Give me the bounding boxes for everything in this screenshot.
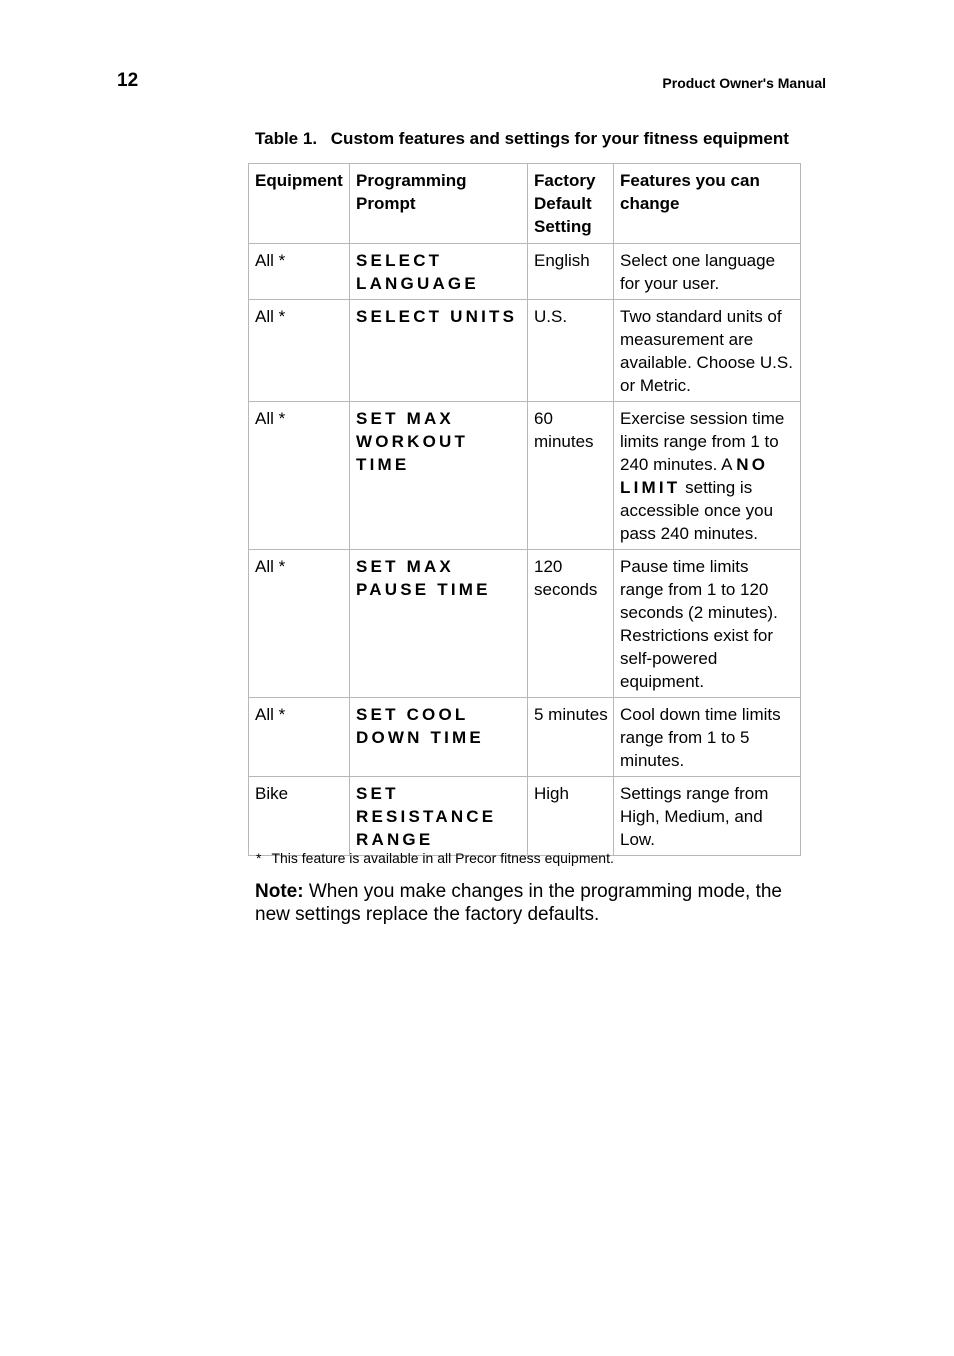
note-paragraph [255, 880, 795, 926]
cell-features [614, 402, 801, 550]
table-row [249, 777, 801, 856]
features-text: setting is accessible once you pass 240 minutes. [620, 478, 774, 543]
cell-features: Select one language for your user. [614, 244, 801, 300]
cell-features: Pause time limits range from 1 to 120 seconds (2 minutes). Restrictions exist for self-powered equipment. [614, 550, 801, 698]
cell-prompt [350, 777, 528, 856]
table-header-row [249, 164, 801, 244]
cell-features: Settings range from High, Medium, and Low. [614, 777, 801, 856]
table-caption [255, 129, 789, 149]
cell-default: 120 seconds [528, 550, 614, 698]
cell-prompt [350, 402, 528, 550]
cell-equipment: All * [249, 300, 350, 402]
programming-prompt: SELECT LANGUAGE [356, 251, 479, 293]
cell-equipment: All * [249, 550, 350, 698]
table-row [249, 402, 801, 550]
cell-prompt [350, 300, 528, 402]
table-row [249, 550, 801, 698]
cell-prompt [350, 698, 528, 777]
column-header-prompt: Programming Prompt [350, 164, 528, 244]
cell-default: U.S. [528, 300, 614, 402]
footnote-text: This feature is available in all Precor fitness equipment. [271, 850, 614, 866]
table-caption-title: Custom features and settings for your fitness equipment [330, 129, 789, 148]
table-row [249, 244, 801, 300]
cell-default: 5 minutes [528, 698, 614, 777]
footnote-mark: * [256, 850, 262, 866]
note-text: When you make changes in the programming mode, the new settings replace the factory defaults. [255, 881, 782, 925]
cell-default: High [528, 777, 614, 856]
cell-features: Two standard units of measurement are available. Choose U.S. or Metric. [614, 300, 801, 402]
column-header-features: Features you can change [614, 164, 801, 244]
column-header-equipment: Equipment [249, 164, 350, 244]
programming-prompt: SELECT UNITS [356, 307, 518, 326]
cell-equipment: All * [249, 244, 350, 300]
cell-equipment: All * [249, 402, 350, 550]
note-label: Note: [255, 881, 304, 902]
cell-prompt [350, 244, 528, 300]
no-limit-prompt: NO LIMIT [620, 455, 769, 497]
table-row [249, 698, 801, 777]
cell-default: English [528, 244, 614, 300]
features-text: Exercise session time limits range from 1 to 240 minutes. A [620, 409, 785, 474]
programming-prompt: SET MAX WORKOUT TIME [356, 409, 469, 474]
page-number: 12 [117, 70, 139, 91]
programming-prompt: SET RESISTANCE RANGE [356, 784, 497, 849]
cell-prompt [350, 550, 528, 698]
table-row [249, 300, 801, 402]
running-header: Product Owner's Manual [662, 75, 826, 91]
settings-table [248, 163, 801, 856]
cell-equipment: Bike [249, 777, 350, 856]
programming-prompt: SET MAX PAUSE TIME [356, 557, 491, 599]
programming-prompt: SET COOL DOWN TIME [356, 705, 484, 747]
table-footnote [256, 850, 614, 866]
cell-default: 60 minutes [528, 402, 614, 550]
column-header-default: Factory Default Setting [528, 164, 614, 244]
cell-features: Cool down time limits range from 1 to 5 minutes. [614, 698, 801, 777]
table-caption-number: Table 1. [255, 129, 318, 148]
cell-equipment: All * [249, 698, 350, 777]
